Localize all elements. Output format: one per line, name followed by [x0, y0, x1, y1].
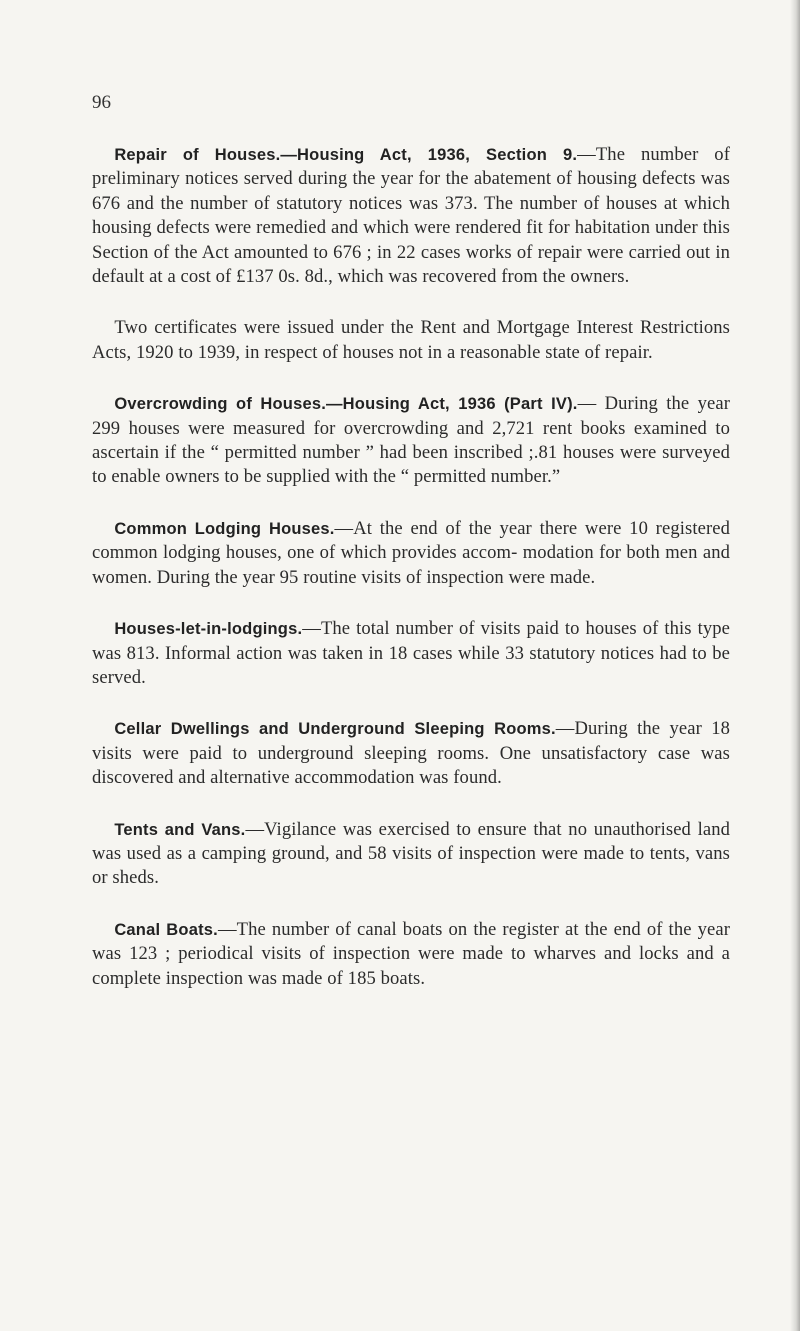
paragraph-heading: Overcrowding of Houses.—Housing Act, 1936 (Part IV). [114, 395, 578, 414]
paragraph-text: —The number of canal boats on the register at the end of the year was 123 ; periodical visits of inspection were made to wharves and locks and a complete inspection was made of 185 boats. [92, 918, 730, 989]
paragraph-text: —The number of preliminary notices served during the year for the abatement of housing defects was 676 and the number of statutory notices was 373. The number of houses at which housing defects were remedied and which were rendered fit for habitation under this Section of the Act amounted to 676 ; in 22 cases works of repair were carried out in default at a cost of £137 0s. 8d., which was recovered from the owners. [92, 144, 730, 288]
page-edge-shadow [790, 0, 800, 1331]
paragraph-text: —At the end of the year there were 10 registered common lodging houses, one of which provides accom- modation for both men and women. During the year 95 routine visits of inspection were made. [92, 517, 730, 588]
page-number: 96 [92, 92, 111, 113]
paragraph-cellar-dwellings [92, 717, 730, 790]
paragraph-overcrowding [92, 392, 730, 490]
paragraph-heading: Repair of Houses.—Housing Act, 1936, Section 9. [114, 146, 578, 164]
paragraph-heading: Common Lodging Houses. [114, 519, 335, 538]
paragraph-houses-let-in-lodgings [92, 617, 730, 690]
paragraph-tents-and-vans [92, 818, 730, 891]
paragraph-text: —Vigilance was exercised to ensure that no unauthorised land was used as a camping ground, and 58 visits of inspection were made to tents, vans or sheds. [92, 818, 730, 889]
paragraph-heading: Houses-let-in-lodgings. [114, 620, 303, 639]
paragraph-heading: Canal Boats. [114, 920, 218, 939]
paragraph-heading: Cellar Dwellings and Underground Sleeping Rooms. [114, 720, 556, 739]
paragraph-common-lodging-houses [92, 517, 730, 590]
paragraph-text: —During the year 18 visits were paid to underground sleeping rooms. One unsatisfactory case was discovered and alternative accommodation was found. [92, 718, 731, 789]
paragraph-text: — During the year 299 houses were measured for overcrowding and 2,721 rent books examined to ascertain if the “ permitted number ” had been inscribed ;.81 houses were surveyed to enable owners to be supplied with the “ permitted number.” [92, 393, 730, 488]
paragraph-heading: Tents and Vans. [114, 820, 246, 839]
page-content [92, 143, 730, 1018]
paragraph-text: —The total number of visits paid to houses of this type was 813. Informal action was taken in 18 cases while 33 statutory notices had to be served. [92, 618, 730, 688]
paragraph-canal-boats [92, 918, 730, 991]
paragraph-rent-certificates [92, 316, 730, 365]
paragraph-repair-of-houses [92, 143, 730, 289]
paragraph-text: Two certificates were issued under the Rent and Mortgage Interest Restrictions Acts, 1920 to 1939, in respect of houses not in a reasonable state of repair. [92, 317, 730, 363]
